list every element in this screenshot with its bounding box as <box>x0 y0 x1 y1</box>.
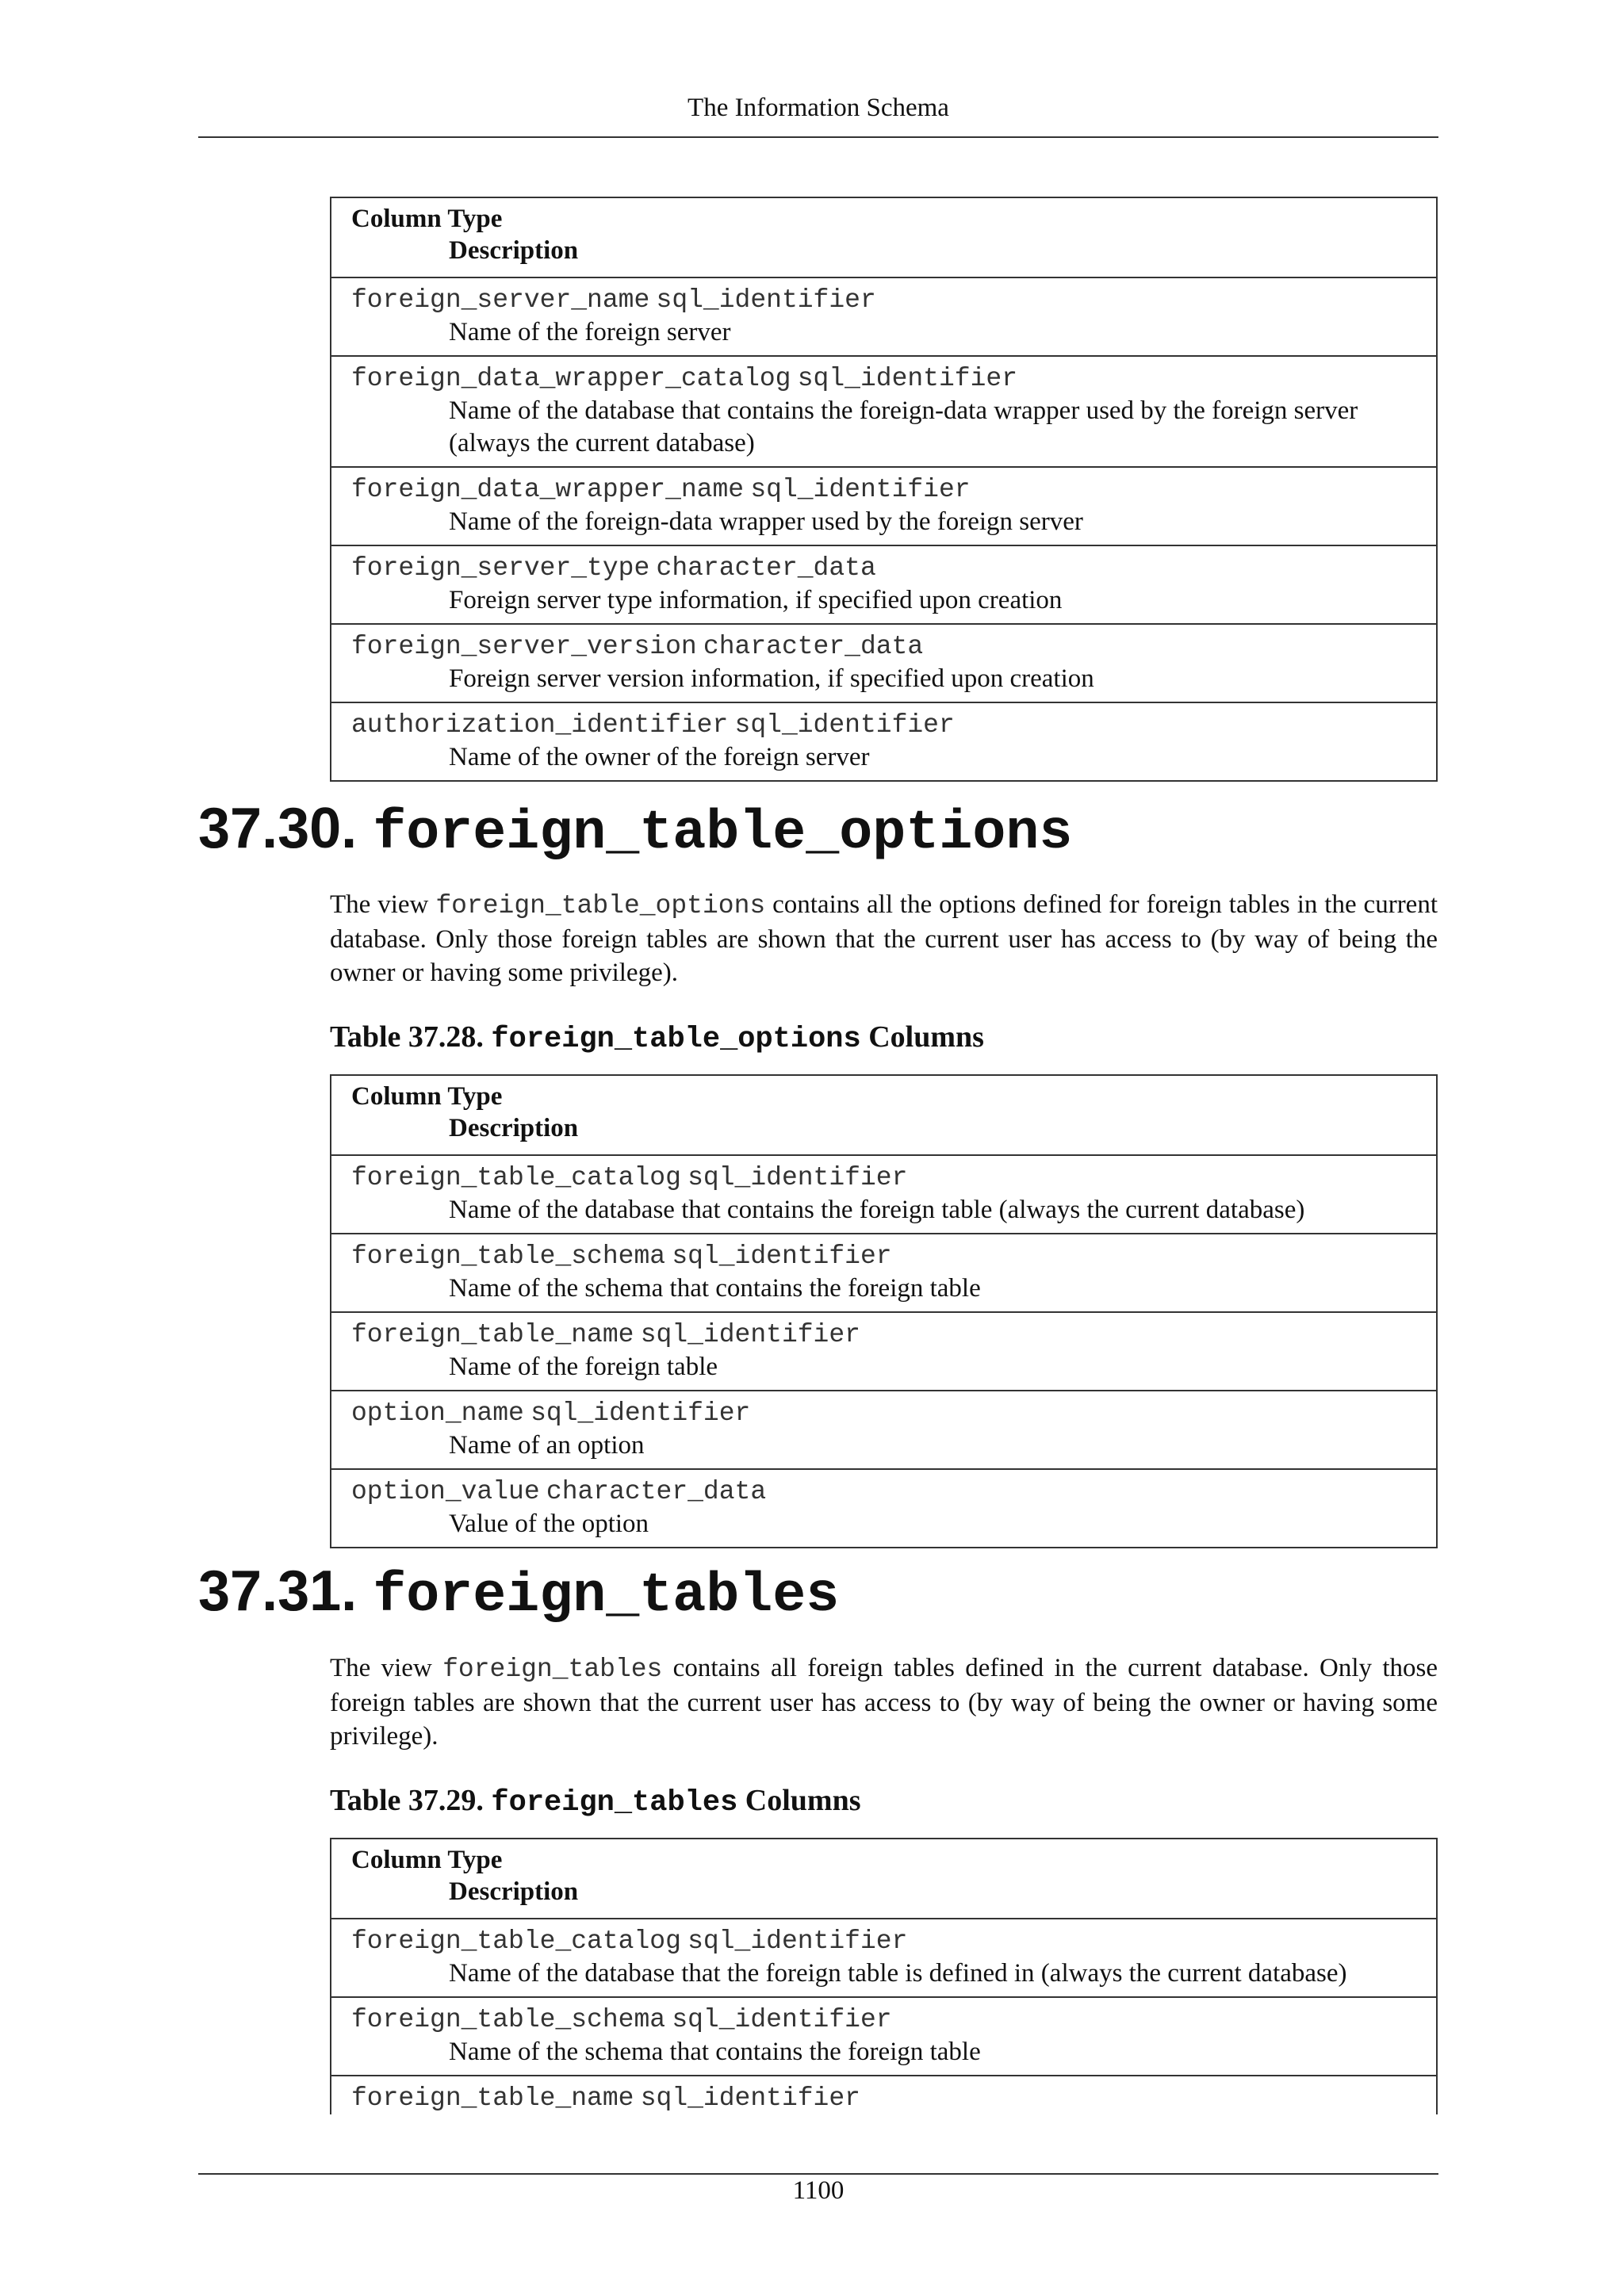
table-caption <box>330 1782 861 1821</box>
column-name: foreign_data_wrapper_catalog <box>351 364 791 393</box>
column-name: foreign_data_wrapper_name <box>351 475 745 504</box>
table-row <box>331 1918 1436 1996</box>
column-type: sql_identifier <box>750 475 971 504</box>
section-title-code: foreign_tables <box>373 1565 840 1628</box>
column-description: Foreign server type information, if specified upon creation <box>449 586 1063 614</box>
running-header: The Information Schema <box>688 94 949 122</box>
columns-table-foreign-tables <box>330 1838 1438 2114</box>
column-type: character_data <box>703 632 924 661</box>
footer-rule <box>198 2173 1438 2175</box>
column-name: foreign_server_version <box>351 632 697 661</box>
header-description: Description <box>449 1877 579 1906</box>
inline-code: foreign_tables <box>442 1655 663 1684</box>
section-paragraph <box>330 1651 1438 1753</box>
section-title-code: foreign_table_options <box>373 802 1073 865</box>
column-description: Name of the schema that contains the foreign table <box>449 2038 981 2066</box>
column-description: Name of the database that contains the foreign-data wrapper used by the foreign server (always the current database) <box>449 396 1358 457</box>
caption-label: Table 37.28. <box>330 1020 492 1054</box>
caption-suffix: Columns <box>860 1020 984 1054</box>
header-description: Description <box>449 236 579 265</box>
paragraph-text: The view <box>330 890 436 919</box>
column-type: character_data <box>656 553 876 583</box>
column-description: Name of the schema that contains the foreign table <box>449 1274 981 1303</box>
column-name: foreign_server_name <box>351 285 650 315</box>
table-row <box>331 466 1436 545</box>
caption-suffix: Columns <box>737 1784 861 1817</box>
table-row <box>331 1390 1436 1468</box>
column-type: character_data <box>546 1477 767 1506</box>
column-description: Name of the owner of the foreign server <box>449 743 870 771</box>
column-type: sql_identifier <box>640 2084 860 2113</box>
section-heading-foreign-table-options <box>198 797 1072 866</box>
table-row <box>331 277 1436 355</box>
column-name: authorization_identifier <box>351 710 729 740</box>
paragraph-text: contains all foreign tables defined in the current database. Only those foreign tables are shown that the current user has access to (by way of being the owner or having some privilege). <box>330 1654 1438 1751</box>
header-column-type: Column Type <box>351 205 503 233</box>
header-column-type: Column Type <box>351 1846 503 1874</box>
column-type: sql_identifier <box>688 1927 908 1956</box>
table-row <box>331 1311 1436 1390</box>
column-name: foreign_server_type <box>351 553 650 583</box>
column-description: Value of the option <box>449 1510 649 1538</box>
section-number: 37.30. <box>198 797 358 860</box>
column-name: foreign_table_schema <box>351 1242 666 1271</box>
column-description: Name of the foreign table <box>449 1353 718 1381</box>
column-type: sql_identifier <box>656 285 876 315</box>
columns-table-foreign-table-options <box>330 1074 1438 1548</box>
column-type: sql_identifier <box>672 1242 892 1271</box>
header-description: Description <box>449 1114 579 1142</box>
column-name: foreign_table_catalog <box>351 1163 681 1192</box>
inline-code: foreign_table_options <box>435 891 766 920</box>
section-number: 37.31. <box>198 1559 358 1623</box>
table-row <box>331 702 1436 780</box>
column-type: sql_identifier <box>734 710 955 740</box>
column-type: sql_identifier <box>530 1399 751 1428</box>
table-row <box>331 1468 1436 1547</box>
table-row <box>331 545 1436 623</box>
column-name: foreign_table_catalog <box>351 1927 681 1956</box>
table-row <box>331 1996 1436 2075</box>
column-name: option_value <box>351 1477 540 1506</box>
column-type: sql_identifier <box>797 364 1017 393</box>
caption-code: foreign_table_options <box>491 1023 861 1056</box>
paragraph-text: contains all the options defined for foreign tables in the current database. Only those foreign tables are shown that the current user has access to (by way of being the owner or having some privilege). <box>330 890 1438 987</box>
section-heading-foreign-tables <box>198 1559 839 1628</box>
table-header-row <box>331 1076 1436 1154</box>
column-type: sql_identifier <box>672 2005 892 2034</box>
column-description: Name of an option <box>449 1431 645 1460</box>
column-name: option_name <box>351 1399 524 1428</box>
caption-label: Table 37.29. <box>330 1784 492 1817</box>
table-header-row <box>331 1839 1436 1918</box>
table-caption <box>330 1019 984 1058</box>
table-row <box>331 1233 1436 1311</box>
column-type: sql_identifier <box>688 1163 908 1192</box>
column-name: foreign_table_name <box>351 2084 634 2113</box>
page-number: 1100 <box>792 2176 845 2205</box>
column-name: foreign_table_name <box>351 1320 634 1349</box>
header-rule <box>198 136 1438 138</box>
header-column-type: Column Type <box>351 1082 503 1111</box>
section-paragraph <box>330 888 1438 989</box>
column-description: Foreign server version information, if specified upon creation <box>449 664 1094 693</box>
column-description: Name of the foreign-data wrapper used by the foreign server <box>449 507 1083 536</box>
paragraph-text: The view <box>330 1654 443 1682</box>
column-description: Name of the database that contains the foreign table (always the current database) <box>449 1196 1305 1224</box>
table-row <box>331 1154 1436 1233</box>
table-row <box>331 355 1436 466</box>
column-type: sql_identifier <box>640 1320 860 1349</box>
column-description: Name of the foreign server <box>449 318 731 346</box>
table-row <box>331 623 1436 702</box>
column-name: foreign_table_schema <box>351 2005 666 2034</box>
caption-code: foreign_tables <box>491 1786 738 1820</box>
columns-table-foreign-servers <box>330 197 1438 782</box>
column-description: Name of the database that the foreign table is defined in (always the current database) <box>449 1959 1347 1988</box>
table-header-row <box>331 198 1436 277</box>
table-row <box>331 2075 1436 2114</box>
